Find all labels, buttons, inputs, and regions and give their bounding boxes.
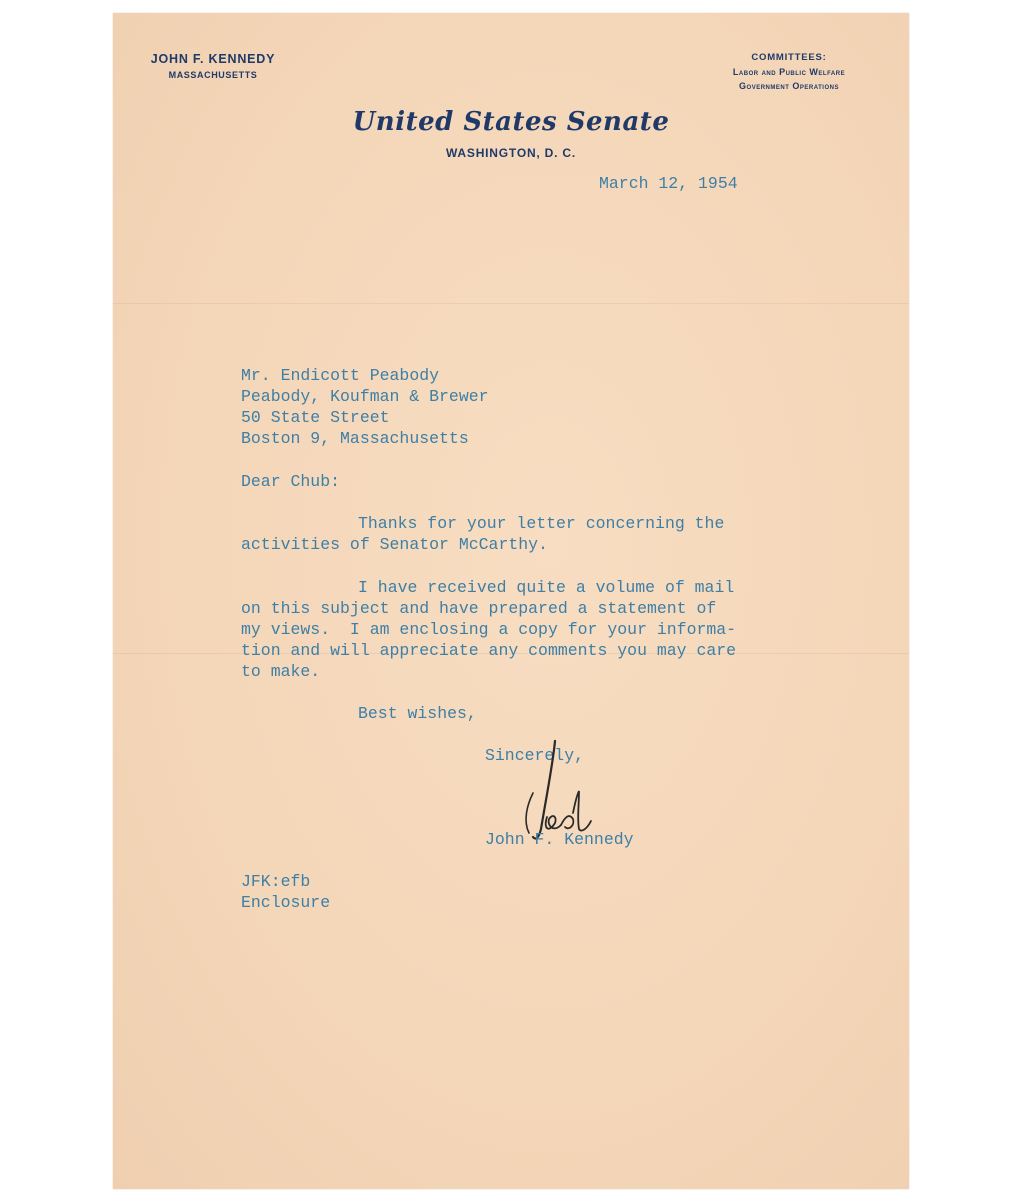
reference-initials: JFK:efb xyxy=(241,872,311,891)
fold-line xyxy=(113,303,909,304)
recipient-line: Boston 9, Massachusetts xyxy=(241,429,469,448)
typed-name: John F. Kennedy xyxy=(485,830,634,849)
recipient-line: 50 State Street xyxy=(241,408,390,427)
paragraph-line: tion and will appreciate any comments you may care xyxy=(241,641,737,660)
paragraph-line: Thanks for your letter concerning the xyxy=(358,514,725,533)
committee-item: Labor and Public Welfare xyxy=(732,67,846,77)
closing: Sincerely, xyxy=(485,746,585,765)
enclosure-note: Enclosure xyxy=(241,893,331,912)
paragraph-line: I have received quite a volume of mail xyxy=(358,578,735,597)
salutation: Dear Chub: xyxy=(241,472,341,491)
letter-page xyxy=(113,13,909,1189)
closing-wishes: Best wishes, xyxy=(358,704,477,723)
recipient-line: Peabody, Koufman & Brewer xyxy=(241,387,489,406)
letterhead-institution: United States Senate xyxy=(352,107,670,137)
letter-date: March 12, 1954 xyxy=(599,174,738,193)
paragraph-line: my views. I am enclosing a copy for your informa- xyxy=(241,620,737,639)
paragraph-line: on this subject and have prepared a statement of xyxy=(241,599,717,618)
committees-label: COMMITTEES: xyxy=(751,52,827,63)
committee-item: Government Operations xyxy=(739,81,839,91)
recipient-line: Mr. Endicott Peabody xyxy=(241,366,440,385)
letterhead-city: WASHINGTON, D. C. xyxy=(445,146,577,160)
paragraph-line: to make. xyxy=(241,662,321,681)
paragraph-line: activities of Senator McCarthy. xyxy=(241,535,548,554)
sender-state: MASSACHUSETTS xyxy=(168,70,258,80)
sender-name: JOHN F. KENNEDY xyxy=(150,52,276,66)
letterhead-sender xyxy=(149,51,277,83)
letterhead-committees xyxy=(709,51,869,93)
